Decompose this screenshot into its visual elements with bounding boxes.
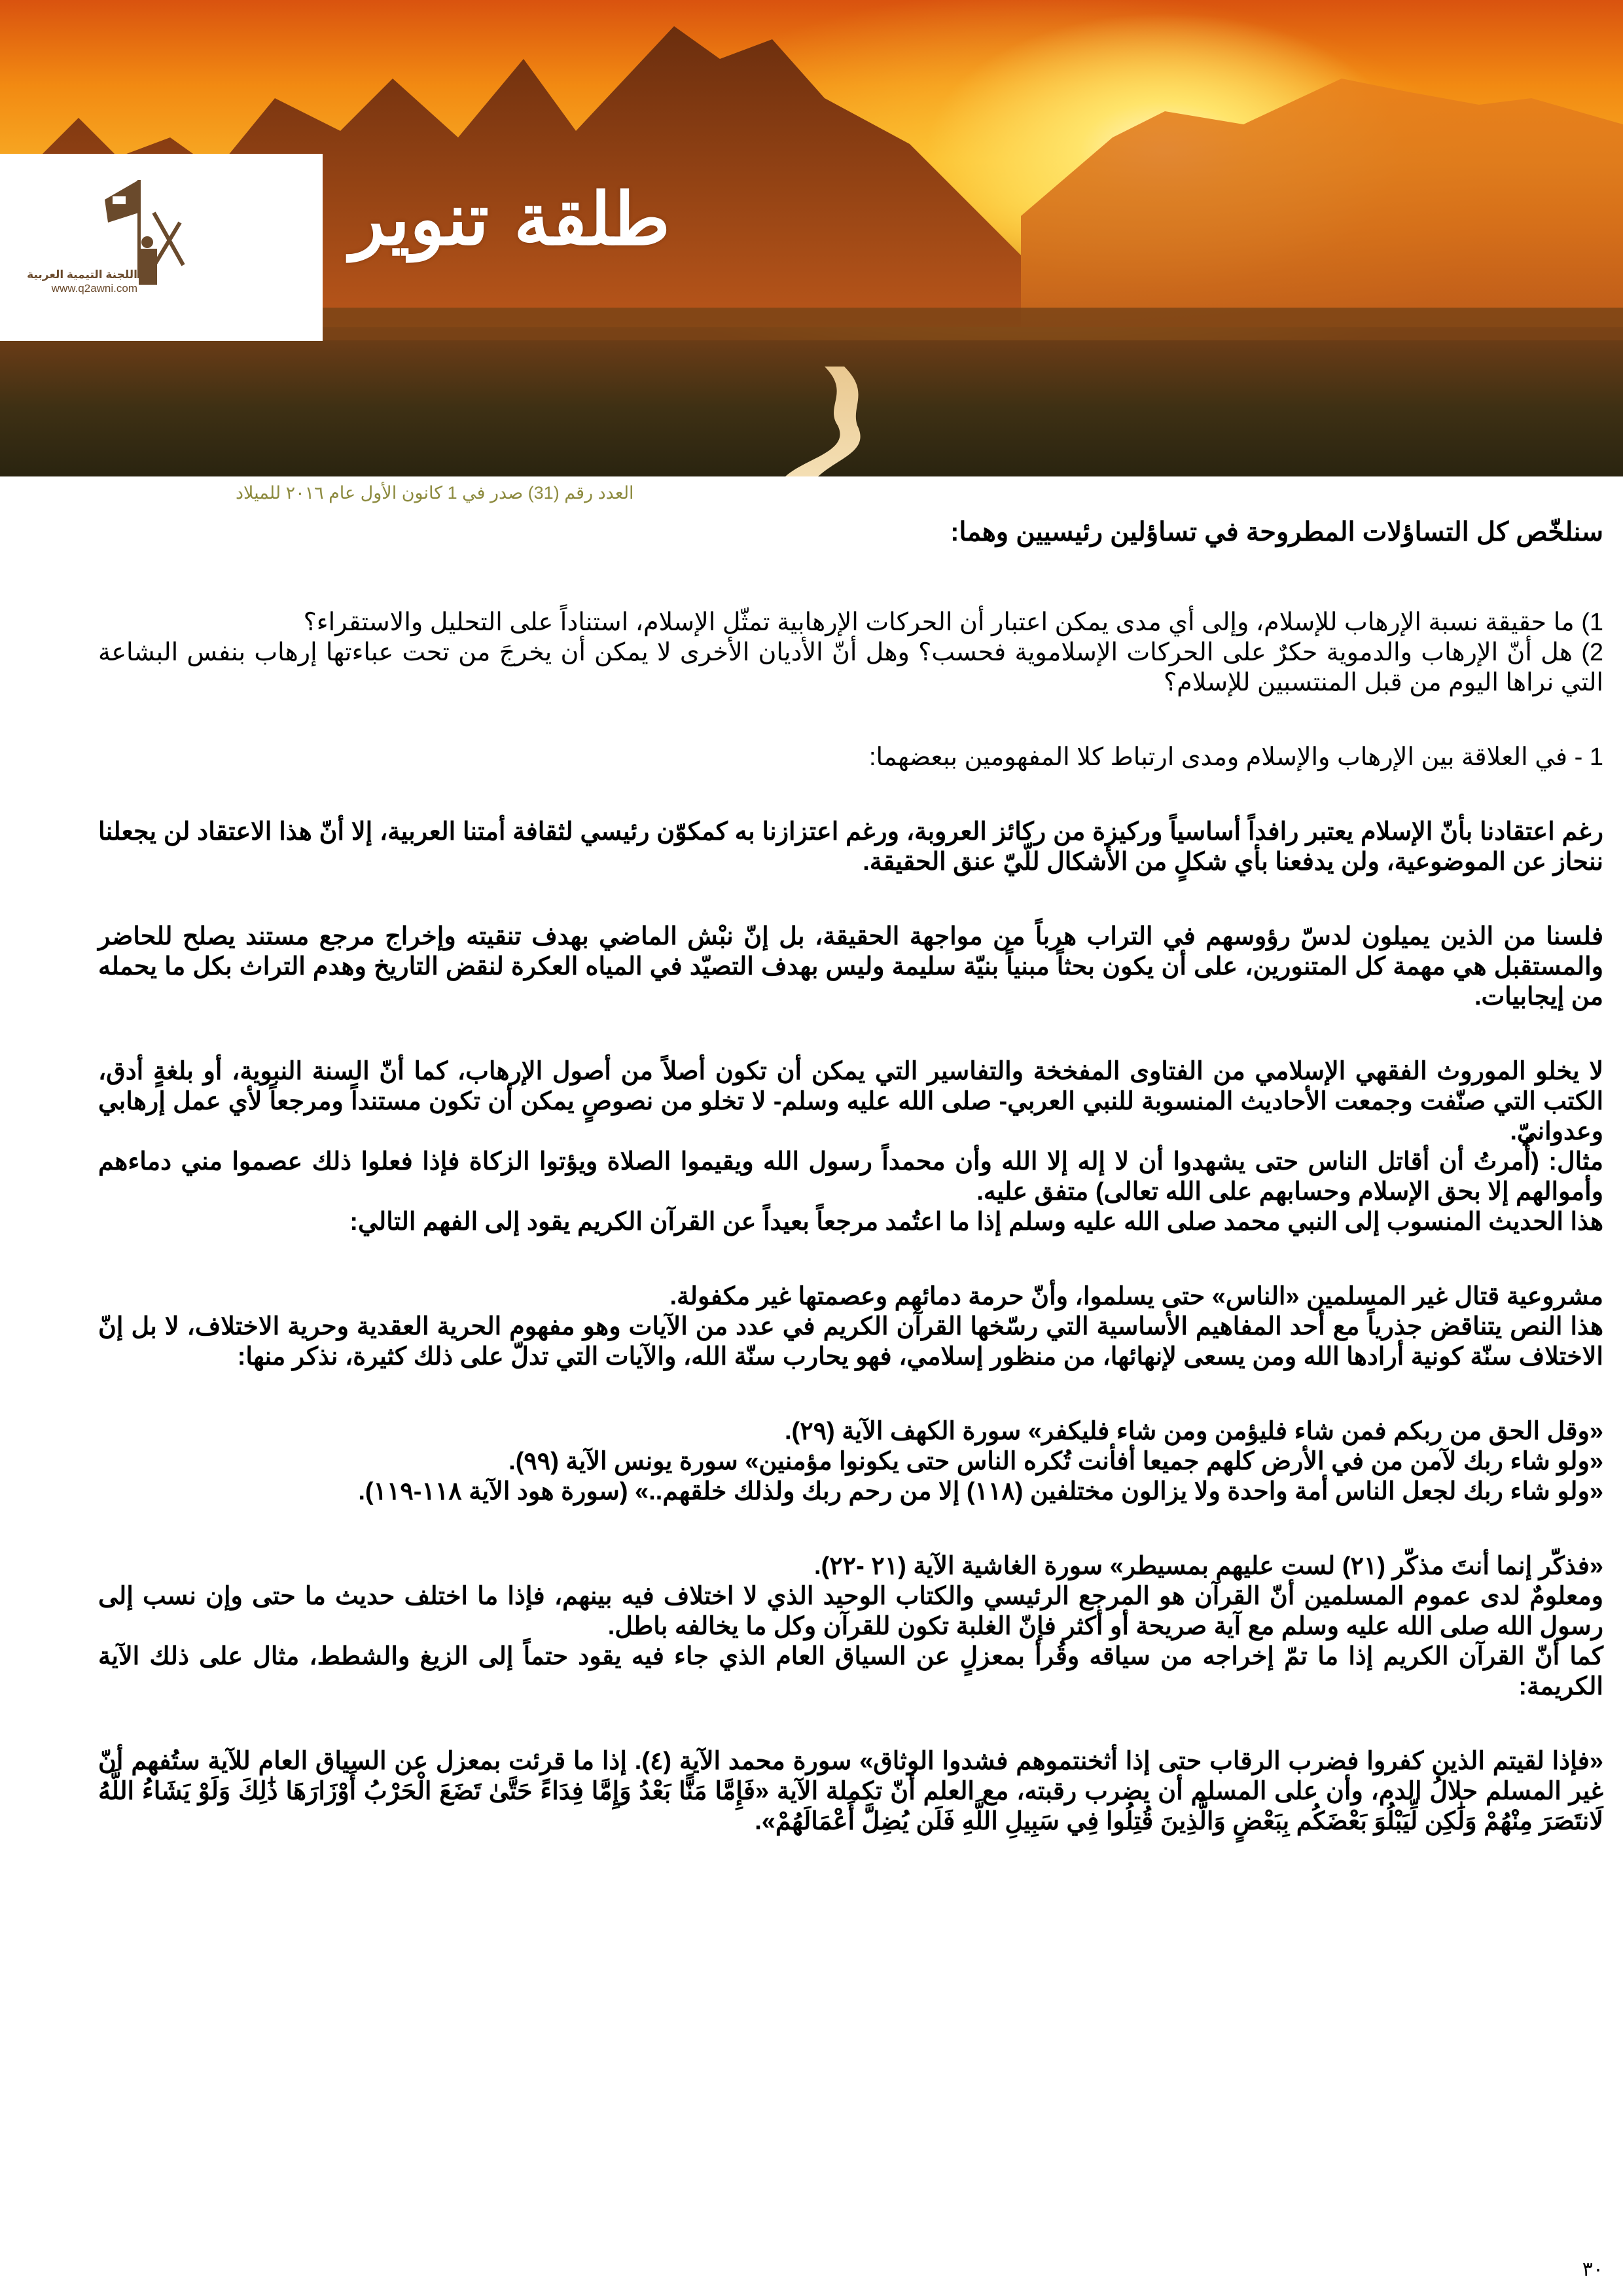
hadith-example: مثال: (أُمرتُ أن أقاتل الناس حتى يشهدوا أن لا إله إلا الله وأن محمداً رسول الله ويقيموا الصلاة ويؤتوا الزكاة فإذا فعلوا ذلك عصموا مني دماءهم وأموالهم إلا بحق الإسلام وحسابهم على الله تعالى) متفق عليه. [98,1148,1603,1206]
question-1: 1) ما حقيقة نسبة الإرهاب للإسلام، وإلى أي مدى يمكن اعتبار أن الحركات الإرهابية تمثّل الإسلام، استناداً على التحليل والاستقراء؟ [303,609,1603,636]
question-2: 2) هل أنّ الإرهاب والدموية حكرٌ على الحركات الإسلاموية فحسب؟ وهل أنّ الأديان الأخرى لا يمكن أن يخرجَ من تحت عباءتها إرهاب بنفس البشاعة التي نراها اليوم من قبل المنتسبين للإسلام؟ [98,639,1603,696]
paragraph: فلسنا من الذين يميلون لدسّ رؤوسهم في التراب هرباً من مواجهة الحقيقة، بل إنّ نبْش الماضي بهدف تنقيته وإخراج مرجع مستند يصلح للحاضر والمستقبل هي مهمة كل المتنورين، على أن يكون بحثاً مبنياً بنيّة سليمة وليس بهدف التصيّد في المياه العكرة لنقض التاريخ وهدم التراث بكل ما يحمله من إيجابيات. [98,923,1603,1011]
org-name: اللجنة التيمية العربية [27,268,137,281]
publication-title: طلقة تنوير [350,177,670,261]
paragraph: هذا الحديث المنسوب إلى النبي محمد صلى الله عليه وسلم إذا ما اعتُمد مرجعاً بعيداً عن القرآن الكريم يقود إلى الفهم التالي: [349,1208,1603,1236]
verse-quote: «ولو شاء ربك لآمن من في الأرض كلهم جميعا أفأنت تُكره الناس حتى يكونوا مؤمنين» سورة يونس الآية (٩٩). [508,1448,1603,1475]
org-logo [0,154,323,341]
article-body [98,517,1603,1837]
verse-quote: «ولو شاء ربك لجعل الناس أمة واحدة ولا يزالون مختلفين (١١٨) إلا من رحم ربك ولذلك خلقهم..» (سورة هود الآية ١١٨-١١٩). [358,1478,1603,1505]
paragraph: هذا النص يتناقض جذرياً مع أحد المفاهيم الأساسية التي رسّخها القرآن الكريم في عدد من الآيات وهو مفهوم الحرية العقدية وحرية الاختلاف، لا بل إنّ الاختلاف سنّة كونية أرادها الله ومن يسعى لإنهائها، من منظور إسلامي، فهو يحارب سنّة الله، والآيات التي تدلّ على ذلك كثيرة، نذكر منها: [98,1313,1603,1371]
verse-quote: «فذكّر إنما أنتَ مذكّر (٢١) لست عليهم بمسيطر» سورة الغاشية الآية (٢١ -٢٢). [814,1552,1603,1580]
section-1-title: 1 - في العلاقة بين الإرهاب والإسلام ومدى ارتباط كلا المفهومين ببعضهما: [868,744,1603,771]
paragraph: رغم اعتقادنا بأنّ الإسلام يعتبر رافداً أساسياً وركيزة من ركائز العروبة، ورغم اعتزازنا به كمكوّن رئيسي لثقافة أمتنا العربية، إلا أنّ هذا الاعتقاد لن يجعلنا ننحاز عن الموضوعية، ولن يدفعنا بأي شكلٍ من الأشكال للّيّ عنق الحقيقة. [98,818,1603,876]
paragraph: كما أنّ القرآن الكريم إذا ما تمّ إخراجه من سياقه وقُرأ بمعزلٍ عن السياق العام الذي جاء فيه يقود حتماً إلى الزيغ والشطط، مثال على ذلك الآية الكريمة: [98,1643,1603,1700]
header-banner [0,0,1623,476]
paragraph: «فإذا لقيتم الذين كفروا فضرب الرقاب حتى إذا أثخنتموهم فشدوا الوثاق» سورة محمد الآية (٤). إذا ما قرئت بمعزل عن السياق العام للآية ستُفهم أنّ غير المسلم حلالُ الدم، وأن على المسلم أن يضرب رقبته، مع العلم أنّ تكملة الآية «فَإِمَّا مَنًّا بَعْدُ وَإِمَّا فِدَاءً حَتَّىٰ تَضَعَ الْحَرْبُ أَوْزَارَهَا ذَٰلِكَ وَلَوْ يَشَاءُ اللَّهُ لَانتَصَرَ مِنْهُمْ وَلَٰكِن لِّيَبْلُوَ بَعْضَكُم بِبَعْضٍ وَالَّذِينَ قُتِلُوا فِي سَبِيلِ اللَّهِ فَلَن يُضِلَّ أَعْمَالَهُمْ». [98,1748,1603,1835]
paragraph: ومعلومٌ لدى عموم المسلمين أنّ القرآن هو المرجع الرئيسي والكتاب الوحيد الذي لا اختلاف فيه بينهم، فإذا ما اختلف حديث ما حتى وإن نسب إلى رسول الله صلى الله عليه وسلم مع آية صريحة أو أكثر فإنّ الغلبة تكون للقرآن وكل ما يخالفه باطل. [98,1583,1603,1640]
verse-quote: «وقل الحق من ربكم فمن شاء فليؤمن ومن شاء فليكفر» سورة الكهف الآية (٢٩). [784,1418,1603,1445]
org-url: www.q2awni.com [51,282,137,295]
page-number: ٣٠ [1582,2259,1603,2280]
intro-heading: سنلخّص كل التساؤلات المطروحة في تساؤلين رئيسيين وهما: [950,518,1603,547]
paragraph: مشروعية قتال غير المسلمين «الناس» حتى يسلموا، وأنّ حرمة دمائهم وعصمتها غير مكفولة. [669,1283,1603,1310]
issue-info: العدد رقم (31) صدر في 1 كانون الأول عام ٢٠١٦ للميلاد [236,483,634,503]
paragraph: لا يخلو الموروث الفقهي الإسلامي من الفتاوى المفخخة والتفاسير التي يمكن أن تكون أصلاً من أصول الإرهاب، كما أنّ السنة النبوية، أو بلغةٍ أدق، الكتب التي صنّفت وجمعت الأحاديث المنسوبة للنبي العربي- صلى الله عليه وسلم- لا تخلو من نصوصٍ يمكن أن تكون مستنداً ومرجعاً لأي عمل إرهابي وعدوانيّ. [98,1058,1603,1145]
